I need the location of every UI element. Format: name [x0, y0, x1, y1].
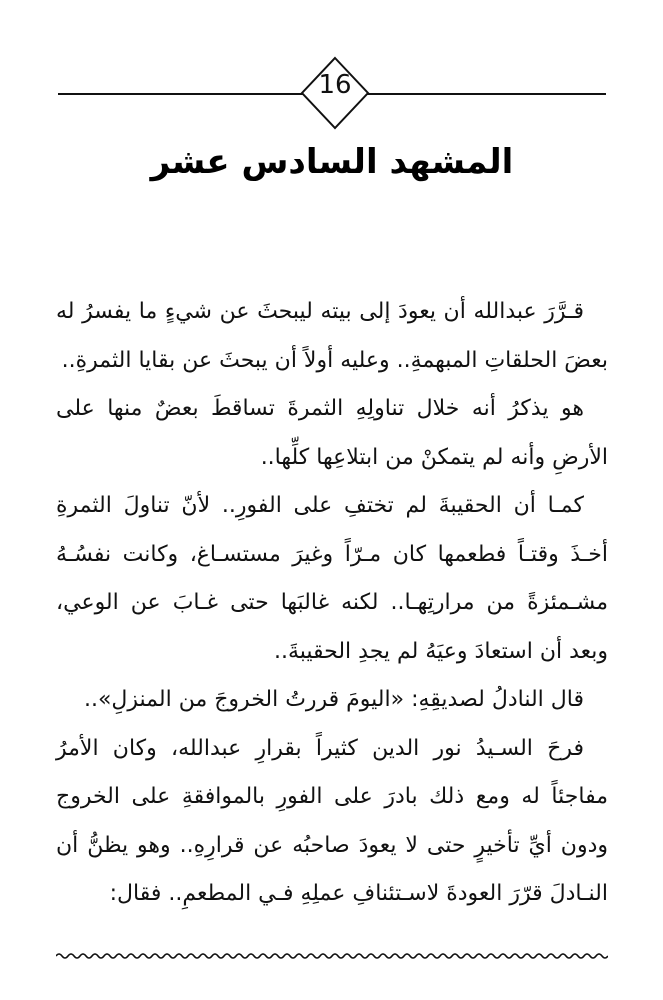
paragraph: فرحَ السـيدُ نور الدين كثيراً بقرارِ عبدالله، وكان الأمرُ مفاجئاً له ومع ذلك بادرَ على الفورِ بالموافقةِ على الخروج ودون أيِّ تأخيرٍ حتى لا يعودَ صاحبُه عن قرارِهِ.. وهو يظنُّ أن النـادلَ قرّرَ العودةَ لاسـتئنافِ عملِهِ فـي المطعمِ.. فقال: — [56, 735, 608, 906]
paragraph: هو يذكرُ أنه خلال تناولِهِ الثمرةَ تساقطَ بعضٌ منها على الأرضِ وأنه لم يتمكنْ من ابتلاعِها كلِّها.. — [56, 396, 608, 470]
page-number-badge — [297, 55, 373, 131]
chapter-title: المشهد السادس عشر — [150, 142, 514, 182]
page-number: 16 — [318, 70, 352, 100]
paragraph: كمـا أن الحقيبةَ لم تختفِ على الفورِ.. لأنّ تناولَ الثمرةِ أخـذَ وقتـاً فطعمها كان مـرّاً وغيرَ مستسـاغ، وكانت نفسُـهُ مشـمئزةً من مرارتِهـا.. لكنه غالبَها حتى غـابَ عن الوعي، وبعد أن استعادَ وعيَهُ لم يجدِ الحقيبةَ.. — [56, 493, 608, 664]
paragraph: قال النادلُ لصديقِهِ: «اليومَ قررتُ الخروجَ من المنزلِ».. — [83, 687, 584, 712]
footer-wave-divider — [56, 950, 608, 962]
paragraph: قـرَّرَ عبدالله أن يعودَ إلى بيته ليبحثَ عن شيءٍ ما يفسرُ له بعضَ الحلقاتِ المبهمةِ.. وعليه أولاً أن يبحثَ عن بقايا الثمرةِ.. — [56, 299, 608, 373]
body-text — [56, 288, 608, 919]
